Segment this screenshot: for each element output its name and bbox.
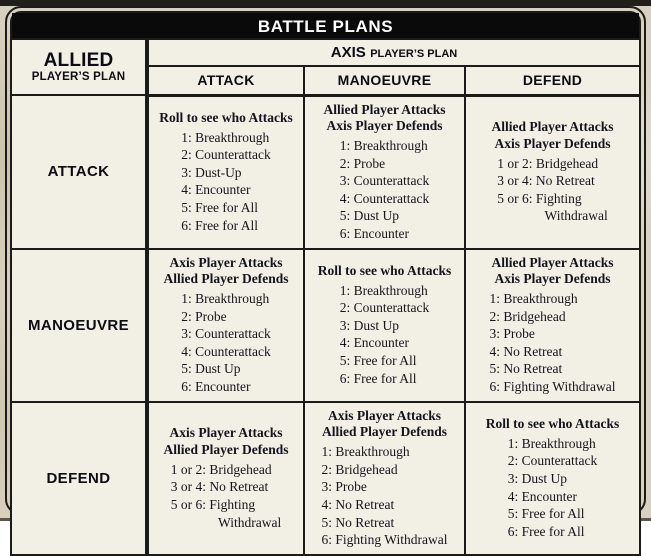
list-item: 3: Counterattack xyxy=(339,173,430,189)
dice-result-list xyxy=(311,137,458,242)
list-item: 6: Free for All xyxy=(181,217,259,233)
list-item: 4: Encounter xyxy=(181,182,251,198)
cell-header xyxy=(155,110,297,127)
list-item: 6: Free for All xyxy=(507,523,585,539)
table-inner-frame xyxy=(10,11,641,548)
list-item: 5: Dust Up xyxy=(339,208,399,224)
table-row xyxy=(11,402,640,555)
dice-result-list xyxy=(155,461,297,531)
header-line: Roll to see who Attacks xyxy=(485,416,620,431)
list-item: 6: Fighting Withdrawal xyxy=(321,532,448,548)
axis-plan-header-cell xyxy=(147,39,640,66)
dice-result-list xyxy=(472,155,633,225)
list-item: 3: Probe xyxy=(321,479,367,495)
list-item: 6: Fighting Withdrawal xyxy=(489,379,616,395)
list-item: 1: Breakthrough xyxy=(321,444,410,460)
cell-header xyxy=(311,408,458,442)
list-item: 1: Breakthrough xyxy=(339,282,428,298)
list-item: 2: Counterattack xyxy=(181,147,271,163)
list-item: 2: Probe xyxy=(339,155,386,171)
list-item: 5 or 6: Fighting xyxy=(170,496,256,512)
list-item: 1: Breakthrough xyxy=(181,129,270,145)
allied-label: ALLIED xyxy=(43,50,114,72)
header-line: Allied Player Attacks xyxy=(323,101,446,117)
list-item: 1 or 2: Bridgehead xyxy=(497,155,599,171)
header-line: Axis Player Defends xyxy=(494,135,611,151)
cell-manoeuvre-vs-defend xyxy=(465,249,640,402)
header-line: Allied Player Defends xyxy=(163,441,289,457)
header-line: Roll to see who Attacks xyxy=(159,109,293,125)
header-line: Allied Player Defends xyxy=(322,424,447,440)
list-item: 6: Encounter xyxy=(339,225,410,241)
list-item: 4: Encounter xyxy=(507,488,578,504)
cell-manoeuvre-vs-manoeuvre xyxy=(304,249,465,402)
header-line: Axis Player Defends xyxy=(326,118,443,134)
allied-plan-header-cell xyxy=(11,39,147,95)
list-item: 1: Breakthrough xyxy=(507,435,596,451)
list-item: 2: Counterattack xyxy=(339,300,430,316)
list-item: 1: Breakthrough xyxy=(489,291,578,307)
battle-plans-title-banner xyxy=(12,13,639,40)
battle-plans-table xyxy=(10,38,641,556)
list-item: 6: Free for All xyxy=(339,370,417,386)
list-item: 1: Breakthrough xyxy=(181,291,270,307)
dice-result-list xyxy=(472,290,633,395)
column-header-manoeuvre: MANOEUVRE xyxy=(304,66,465,95)
table-row xyxy=(11,95,640,249)
cell-header xyxy=(472,119,633,153)
list-item: 5: Dust Up xyxy=(181,361,241,377)
table-outer-frame xyxy=(5,6,646,548)
cell-defend-vs-manoeuvre xyxy=(304,402,465,555)
list-item: 5: Free for All xyxy=(507,506,585,522)
list-item-wrap: Withdrawal xyxy=(544,208,608,224)
list-item: 4: Encounter xyxy=(339,335,410,351)
cell-defend-vs-attack xyxy=(147,402,304,555)
cell-header xyxy=(155,425,297,459)
list-item: 3: Dust Up xyxy=(339,317,399,333)
row-header-defend: DEFEND xyxy=(11,402,147,555)
list-item-wrap: Withdrawal xyxy=(218,514,282,530)
list-item: 1: Breakthrough xyxy=(339,138,428,154)
cell-header xyxy=(311,102,458,136)
list-item: 6: Encounter xyxy=(181,379,251,395)
header-line: Allied Player Defends xyxy=(163,271,289,287)
header-line: Roll to see who Attacks xyxy=(317,262,452,278)
header-line: Axis Player Attacks xyxy=(328,407,441,423)
dice-result-list xyxy=(472,435,633,540)
dice-result-list xyxy=(311,282,458,387)
dice-result-list xyxy=(155,129,297,234)
cell-attack-vs-defend xyxy=(465,95,640,249)
column-header-defend: DEFEND xyxy=(465,66,640,95)
list-item: 3 or 4: No Retreat xyxy=(170,479,269,495)
cell-defend-vs-defend xyxy=(465,402,640,555)
list-item: 5: Free for All xyxy=(181,200,259,215)
header-line: Axis Player Defends xyxy=(494,271,611,287)
axis-label: AXIS xyxy=(330,43,366,61)
list-item: 2: Bridgehead xyxy=(321,461,398,477)
row-header-attack: ATTACK xyxy=(11,95,147,249)
list-item: 3 or 4: No Retreat xyxy=(497,173,595,189)
list-item: 2: Bridgehead xyxy=(489,308,566,324)
list-item: 2: Counterattack xyxy=(507,453,598,469)
list-item: 1 or 2: Bridgehead xyxy=(170,461,272,477)
list-item: 3: Dust-Up xyxy=(181,164,242,180)
header-line: Allied Player Attacks xyxy=(491,254,614,270)
battle-plans-table-wrap xyxy=(12,40,639,554)
row-header-manoeuvre: MANOEUVRE xyxy=(11,249,147,402)
dice-result-list xyxy=(155,290,297,395)
cell-header xyxy=(472,255,633,289)
column-header-attack: ATTACK xyxy=(147,66,304,95)
cell-attack-vs-manoeuvre xyxy=(304,95,465,249)
list-item: 5: Free for All xyxy=(339,353,417,369)
cell-manoeuvre-vs-attack xyxy=(147,249,304,402)
header-line: Axis Player Attacks xyxy=(169,254,283,270)
list-item: 2: Probe xyxy=(181,308,227,324)
list-item: 3: Dust Up xyxy=(507,470,567,486)
list-item: 4: Counterattack xyxy=(339,190,430,206)
list-item: 4: No Retreat xyxy=(489,343,563,359)
header-line: Allied Player Attacks xyxy=(491,119,614,135)
table-row xyxy=(11,249,640,402)
header-line: Axis Player Attacks xyxy=(169,425,283,441)
allied-sublabel: PLAYER’S PLAN xyxy=(31,70,126,83)
list-item: 3: Counterattack xyxy=(181,326,271,342)
cell-header xyxy=(155,255,297,289)
page-title: BATTLE PLANS xyxy=(257,16,394,36)
list-item: 4: No Retreat xyxy=(321,496,395,512)
list-item: 5: No Retreat xyxy=(321,514,395,530)
cell-header xyxy=(472,416,633,433)
list-item: 3: Probe xyxy=(489,326,535,342)
axis-sublabel: PLAYER’S PLAN xyxy=(370,47,458,60)
list-item: 4: Counterattack xyxy=(181,343,271,359)
dice-result-list xyxy=(311,443,458,548)
cell-header xyxy=(311,263,458,280)
cell-attack-vs-attack xyxy=(147,95,304,249)
list-item: 5 or 6: Fighting xyxy=(497,190,582,206)
list-item: 5: No Retreat xyxy=(489,361,563,377)
